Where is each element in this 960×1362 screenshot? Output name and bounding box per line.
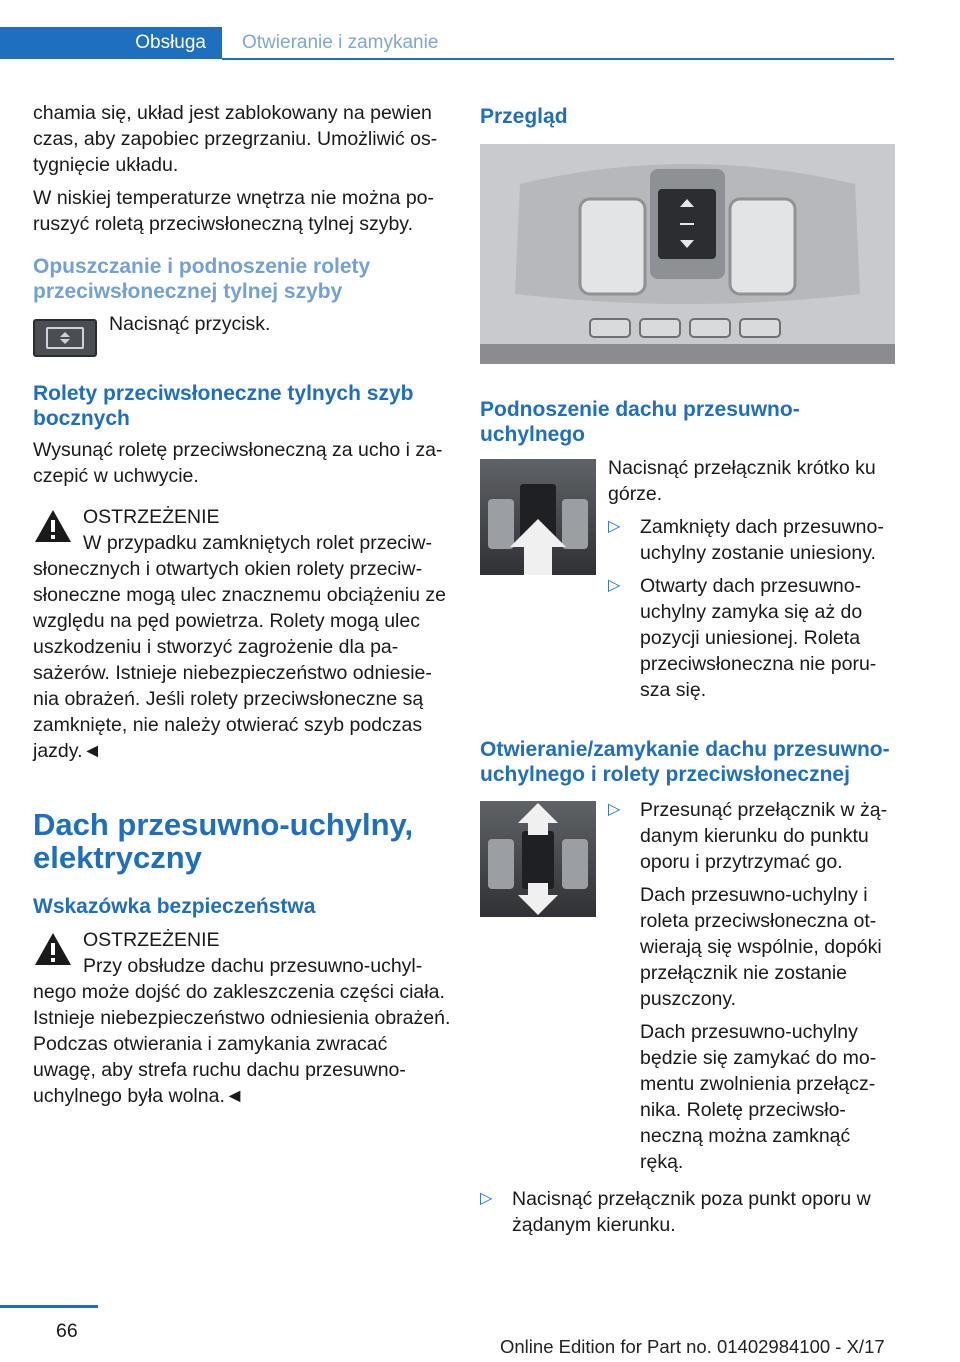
footer-rule bbox=[0, 1305, 98, 1308]
warning-lead: Przy obsłudze dachu przesuwno-uchyl- bbox=[83, 955, 423, 977]
paragraph: chamia się, układ jest zablokowany na pewien czas, aby zapobiec przegrzaniu. Umożliwić ostygnięcie układu. bbox=[33, 102, 438, 176]
warning-triangle-icon bbox=[33, 508, 73, 544]
paragraph: W niskiej temperaturze wnętrza nie można poruszyć roletą przeciwsłoneczną tylnej szyby. bbox=[33, 187, 435, 235]
section-heading-open-close: Otwieranie/zamykanie dachu przesuwno-uchylnego i rolety przeciwsłonecznej bbox=[480, 738, 890, 786]
warning-lead: W przypadku zamkniętych rolet przeciw- bbox=[83, 532, 432, 554]
switch-both-figure bbox=[480, 801, 596, 917]
raise-instruction bbox=[480, 459, 898, 710]
section-heading-raise: Podnoszenie dachu przesuwno-uchylnego bbox=[480, 398, 800, 446]
page-number: 66 bbox=[56, 1320, 78, 1342]
right-column bbox=[480, 100, 898, 1245]
open-close-instruction bbox=[480, 801, 898, 1182]
warning-text: nego może dojść do zakleszczenia części ciała. Istnieje niebezpieczeństwo odniesienia obrażeń. Podczas otwierania i zamykania zwracać uwagę, aby strefa ruchu dachu przesuwno-uchylnego była wolna.◄ bbox=[33, 981, 451, 1107]
warning-title: OSTRZEŻENIE bbox=[83, 506, 220, 528]
rear-blind-button-image bbox=[33, 319, 97, 357]
header-tab-otwieranie[interactable]: Otwieranie i zamykanie bbox=[242, 32, 439, 53]
warning-block bbox=[33, 927, 451, 1109]
section-heading-overview: Przegląd bbox=[480, 105, 568, 128]
open-close-list-2 bbox=[480, 1186, 898, 1238]
warning-block bbox=[33, 504, 451, 764]
triangle-bullet-icon: ▷ bbox=[608, 801, 621, 818]
switch-push-up-icon bbox=[480, 459, 596, 575]
paragraph: Wysunąć roletę przeciwsłoneczną za ucho i zaczepić w uchwycie. bbox=[33, 439, 443, 487]
list-item: ▷ Otwarty dach przesuwno-uchylny zamyka się aż do pozycji uniesionej. Roleta przeciwsłoneczna nie porusza się. bbox=[608, 575, 877, 701]
press-button-text: Nacisnąć przycisk. bbox=[109, 313, 271, 335]
section-heading-rear-blind: Opuszczanie i podnoszenie rolety przeciwsłonecznej tylnej szyby bbox=[33, 255, 371, 303]
switch-up-down-icon bbox=[480, 801, 596, 917]
warning-title: OSTRZEŻENIE bbox=[83, 929, 220, 951]
edition-note: Online Edition for Part no. 01402984100 - X/17 bbox=[500, 1336, 885, 1357]
list-item: ▷ Nacisnąć przełącznik poza punkt oporu w żądanym kierunku. bbox=[480, 1188, 871, 1236]
raise-list bbox=[608, 514, 898, 703]
left-column bbox=[33, 100, 451, 1109]
blind-icon bbox=[48, 329, 82, 347]
button-instruction bbox=[33, 313, 451, 357]
header-tab-obsluga[interactable]: Obsługa bbox=[0, 27, 222, 59]
list-item: ▷ Zamknięty dach przesuwno-uchylny zostanie uniesiony. bbox=[608, 516, 884, 564]
paragraph: Dach przesuwno-uchylny i roleta przeciwsłoneczna otwierają się wspólnie, dopóki przełącznik nie zostanie puszczony. bbox=[640, 884, 882, 1010]
overhead-console-photo bbox=[480, 144, 895, 364]
paragraph: Dach przesuwno-uchylny będzie się zamykać do momentu zwolnienia przełącznika. Roletę przeciwsłoneczną można zamknąć ręką. bbox=[640, 1021, 877, 1173]
switch-up-figure bbox=[480, 459, 596, 575]
header-rule bbox=[222, 58, 894, 60]
triangle-bullet-icon: ▷ bbox=[608, 577, 621, 594]
section-heading-side-blinds: Rolety przeciwsłoneczne tylnych szyb bocznych bbox=[33, 382, 414, 430]
warning-text: słonecznych i otwartych okien rolety przeciwsłoneczne mogą ulec znacznemu obciążeniu ze względu na pęd powietrza. Rolety mogą ulec uszkodzeniu i stworzyć zagrożenie dla pasażerów. Istnieje niebezpieczeństwo odniesienia obrażeń. Jeśli rolety przeciwsłoneczne są zamknięte, nie należy otwierać szyb podczas jazdy.◄ bbox=[33, 558, 446, 762]
triangle-bullet-icon: ▷ bbox=[480, 1190, 493, 1207]
list-item: ▷ Przesunąć przełącznik w żądanym kierunku do punktu oporu i przytrzymać go. Dach przesuwno-uchylny i roleta przeciwsłoneczna otwierają się wspólnie, dopóki przełącznik nie zostanie puszczony. Dach przesuwno-uchylny będzie się zamykać do momentu zwolnienia przełącznika. Roletę przeciwsłoneczną można zamknąć ręką. bbox=[608, 797, 898, 1175]
section-heading-safety: Wskazówka bezpieczeństwa bbox=[33, 895, 316, 918]
chapter-heading-roof: Dach przesuwno-uchylny, elektryczny bbox=[33, 807, 414, 875]
overhead-console-illustration bbox=[480, 144, 895, 364]
warning-triangle-icon bbox=[33, 931, 73, 967]
raise-text: Nacisnąć przełącznik krótko ku górze. bbox=[608, 457, 876, 505]
triangle-bullet-icon: ▷ bbox=[608, 518, 621, 535]
open-close-list bbox=[608, 797, 898, 1175]
